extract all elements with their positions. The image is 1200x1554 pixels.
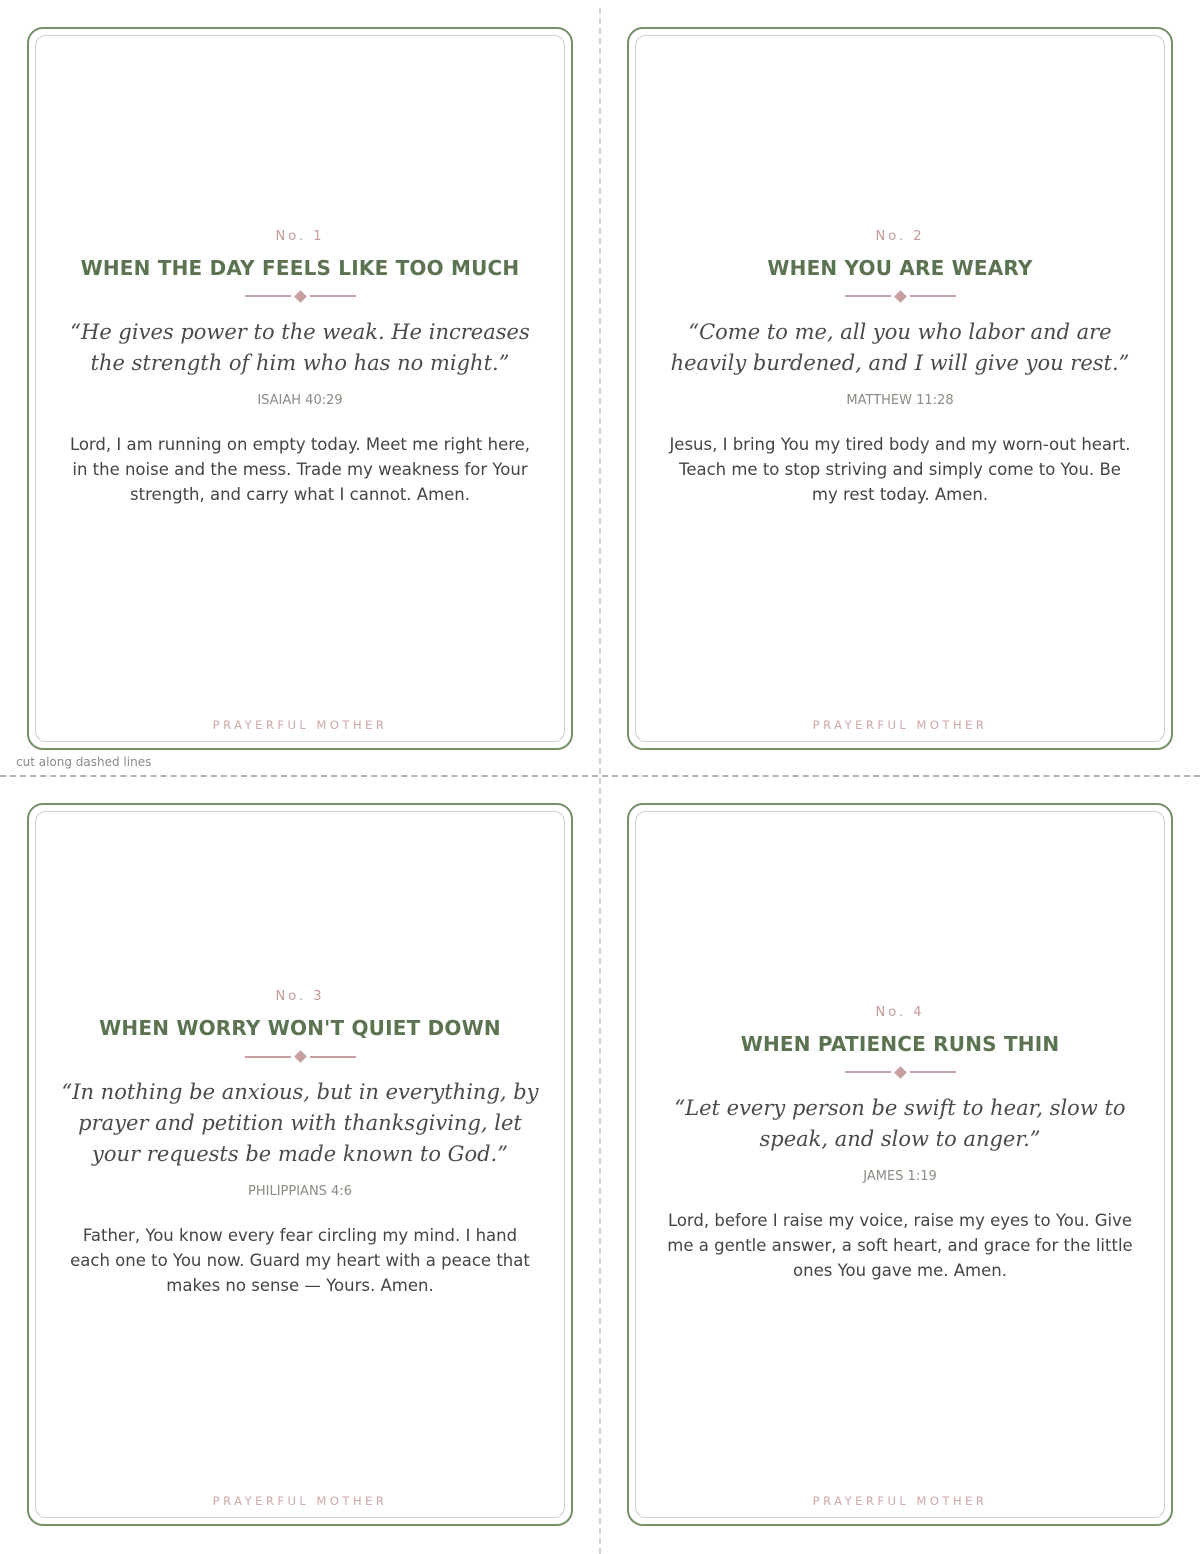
scripture-reference: MATTHEW 11:28 xyxy=(846,392,954,408)
scripture-reference: PHILIPPIANS 4:6 xyxy=(248,1184,352,1199)
card-title: WHEN YOU ARE WEARY xyxy=(767,255,1033,280)
prayer-card-2 xyxy=(627,27,1173,750)
card-number: No. 2 xyxy=(875,228,925,244)
diamond-icon xyxy=(294,290,307,303)
divider-line xyxy=(245,1056,291,1058)
prayer-card-4 xyxy=(627,803,1173,1526)
card-content xyxy=(661,805,1139,1474)
divider-line xyxy=(245,295,291,297)
prayer-text: Jesus, I bring You my tired body and my worn-out heart. Teach me to stop striving and simply come to You. Be my rest today. Amen. xyxy=(669,434,1131,504)
scripture-reference: ISAIAH 40:29 xyxy=(257,392,343,408)
diamond-icon xyxy=(894,1066,907,1079)
scripture-verse: “In nothing be anxious, but in everything, by prayer and petition with thanksgiving, let your requests be made known to God.” xyxy=(61,1080,539,1166)
divider-line xyxy=(310,1056,356,1058)
divider-line xyxy=(845,295,891,297)
brand-footer: PRAYERFUL MOTHER xyxy=(212,1494,388,1508)
prayer-card-1 xyxy=(27,27,573,750)
diamond-icon xyxy=(294,1050,307,1063)
prayer-text: Father, You know every fear circling my mind. I hand each one to You now. Guard my heart with a peace that makes no sense — Yours. Amen. xyxy=(70,1226,530,1295)
ornament-divider xyxy=(245,1052,356,1061)
cut-instruction: cut along dashed lines xyxy=(16,755,152,769)
scripture-verse: “He gives power to the weak. He increases the strength of him who has no might.” xyxy=(70,319,530,375)
scripture-reference: JAMES 1:19 xyxy=(863,1168,937,1184)
prayer-text: Lord, before I raise my voice, raise my eyes to You. Give me a gentle answer, a soft heart, and grace for the little ones You gave me. Amen. xyxy=(667,1210,1133,1280)
vertical-cut-line xyxy=(599,8,601,1554)
card-content xyxy=(61,29,539,698)
divider-line xyxy=(845,1071,891,1073)
card-title: WHEN PATIENCE RUNS THIN xyxy=(740,1031,1060,1056)
card-number: No. 1 xyxy=(275,228,325,244)
brand-footer: PRAYERFUL MOTHER xyxy=(212,718,388,732)
card-number: No. 4 xyxy=(875,1004,925,1020)
divider-line xyxy=(910,1071,956,1073)
card-number: No. 3 xyxy=(275,989,325,1004)
ornament-divider xyxy=(845,1068,956,1077)
ornament-divider xyxy=(245,292,356,301)
divider-line xyxy=(910,295,956,297)
card-content xyxy=(61,805,539,1474)
horizontal-cut-line xyxy=(0,775,1200,777)
brand-footer: PRAYERFUL MOTHER xyxy=(812,718,988,732)
card-content xyxy=(661,29,1139,698)
ornament-divider xyxy=(845,292,956,301)
scripture-verse: “Let every person be swift to hear, slow to speak, and slow to anger.” xyxy=(674,1095,1126,1151)
prayer-card-3 xyxy=(27,803,573,1526)
brand-footer: PRAYERFUL MOTHER xyxy=(812,1494,988,1508)
diamond-icon xyxy=(894,290,907,303)
prayer-text: Lord, I am running on empty today. Meet me right here, in the noise and the mess. Trade my weakness for Your strength, and carry what I cannot. Amen. xyxy=(69,434,531,504)
scripture-verse: “Come to me, all you who labor and are heavily burdened, and I will give you rest.” xyxy=(670,319,1130,375)
card-title: WHEN THE DAY FEELS LIKE TOO MUCH xyxy=(80,255,520,280)
card-title: WHEN WORRY WON'T QUIET DOWN xyxy=(99,1016,501,1040)
divider-line xyxy=(310,295,356,297)
